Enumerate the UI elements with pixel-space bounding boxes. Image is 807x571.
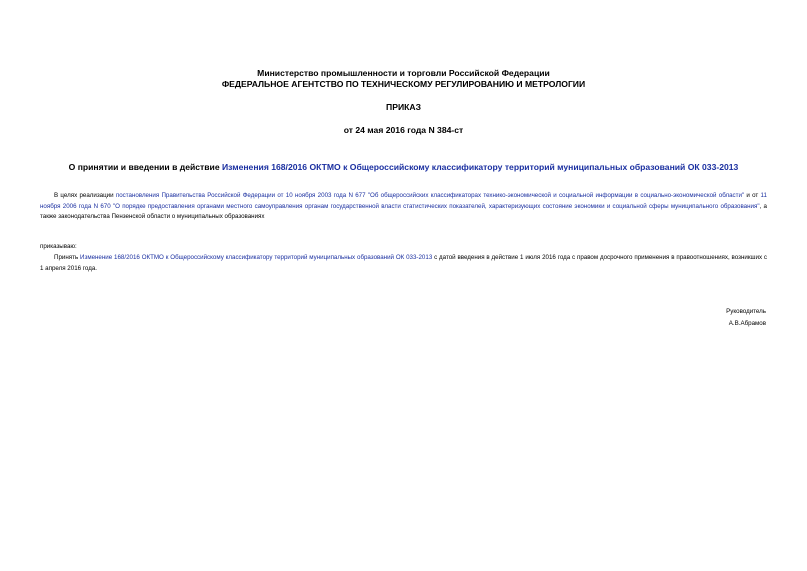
amendment-link[interactable]: Изменение 168/2016 ОКТМО к Общероссийскому классификатору территорий муниципальных образований ОК 033-2013 <box>80 254 433 261</box>
signatory-position: Руководитель <box>726 308 766 315</box>
order-body-paragraph <box>40 253 767 274</box>
preamble-text-2: и от <box>744 192 761 199</box>
order-body-text-1: Принять <box>54 254 81 261</box>
preamble-paragraph <box>40 191 767 223</box>
document-title-link[interactable]: Изменения 168/2016 ОКТМО к Общероссийскому классификатору территорий муниципальных образований ОК 033-2013 <box>222 162 739 172</box>
order-body-text-2: с датой введения в действие 1 июля 2016 года с правом досрочного применения в правоотношениях, возникших с 1 апреля 2016 года. <box>40 254 767 272</box>
ministry-name: Министерство промышленности и торговли Российской Федерации <box>257 68 550 78</box>
document-title-prefix: О принятии и введении в действие <box>68 162 222 172</box>
order-date: от 24 мая 2016 года N 384-ст <box>343 125 464 135</box>
decree-677-link[interactable]: постановления Правительства Российской Федерации от 10 ноября 2003 года N 677 "Об общероссийских классификаторах технико-экономической и социальной информации в социально-экономической области" <box>115 192 745 199</box>
document-title <box>0 162 807 172</box>
agency-name: ФЕДЕРАЛЬНОЕ АГЕНТСТВО ПО ТЕХНИЧЕСКОМУ РЕГУЛИРОВАНИЮ И МЕТРОЛОГИИ <box>221 79 586 89</box>
preamble-text-3: , а также законодательства Пензенской области о муниципальных образованиях <box>40 202 767 221</box>
preamble-text-1: В целях реализации <box>54 192 116 199</box>
order-word-paragraph: приказываю: <box>40 243 77 250</box>
signatory-name: А.В.Абрамов <box>728 319 766 327</box>
signature-block <box>726 306 766 329</box>
document-header <box>0 68 807 90</box>
order-title: ПРИКАЗ <box>386 102 421 112</box>
decree-670-link[interactable]: 11 ноября 2006 года N 670 "О порядке предоставления органами местного самоуправления органам государственной власти статистических показателей, характеризующих состояние экономики и социальной сферы муниципального образования" <box>40 192 767 210</box>
